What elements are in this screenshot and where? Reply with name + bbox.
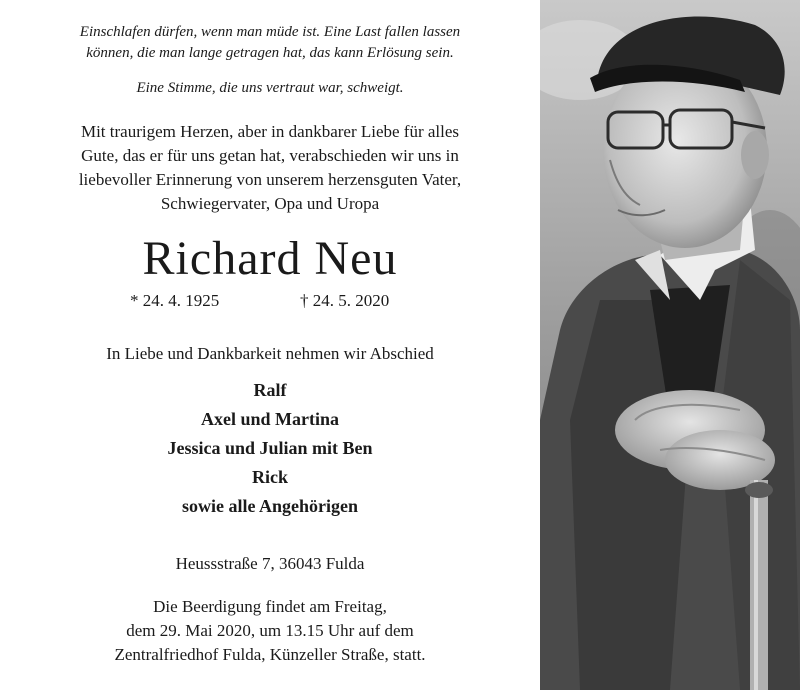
mourner-name: Ralf — [253, 380, 287, 400]
address: Heussstraße 7, 36043 Fulda — [175, 554, 365, 573]
deceased-name: Richard Neu — [142, 232, 398, 285]
quote-line: Einschlafen dürfen, wenn man müde ist. Eine Last fallen lassen — [79, 24, 461, 40]
quote-verse-second — [20, 78, 520, 99]
quote-line: Eine Stimme, die uns vertraut war, schweigt. — [136, 80, 404, 96]
mourner-name: Jessica und Julian mit Ben — [167, 438, 373, 458]
intro-line: Gute, das er für uns getan hat, verabschieden wir uns in — [81, 146, 459, 165]
mourner-name: sowie alle Angehörigen — [182, 496, 358, 516]
farewell-line: In Liebe und Dankbarkeit nehmen wir Abschied — [106, 344, 434, 363]
mourners-list — [0, 376, 540, 521]
intro-line: Schwiegervater, Opa und Uropa — [160, 194, 380, 213]
life-dates — [0, 289, 540, 313]
birth-date: * 24. 4. 1925 — [130, 291, 220, 310]
quote-line: können, die man lange getragen hat, das kann Erlösung sein. — [86, 45, 454, 61]
quote-verse — [20, 22, 520, 64]
intro-paragraph — [20, 120, 520, 216]
intro-line: Mit traurigem Herzen, aber in dankbarer Liebe für alles — [80, 122, 460, 141]
mourner-name: Axel und Martina — [200, 409, 339, 429]
funeral-line: Zentralfriedhof Fulda, Künzeller Straße, statt. — [114, 645, 426, 664]
death-date: † 24. 5. 2020 — [300, 291, 390, 310]
funeral-line: dem 29. Mai 2020, um 13.15 Uhr auf dem — [126, 621, 414, 640]
funeral-notice — [0, 595, 540, 667]
funeral-line: Die Beerdigung findet am Freitag, — [153, 597, 387, 616]
intro-line: liebevoller Erinnerung von unserem herzensguten Vater, — [78, 170, 462, 189]
portrait-photo — [540, 0, 800, 690]
mourner-name: Rick — [252, 467, 288, 487]
